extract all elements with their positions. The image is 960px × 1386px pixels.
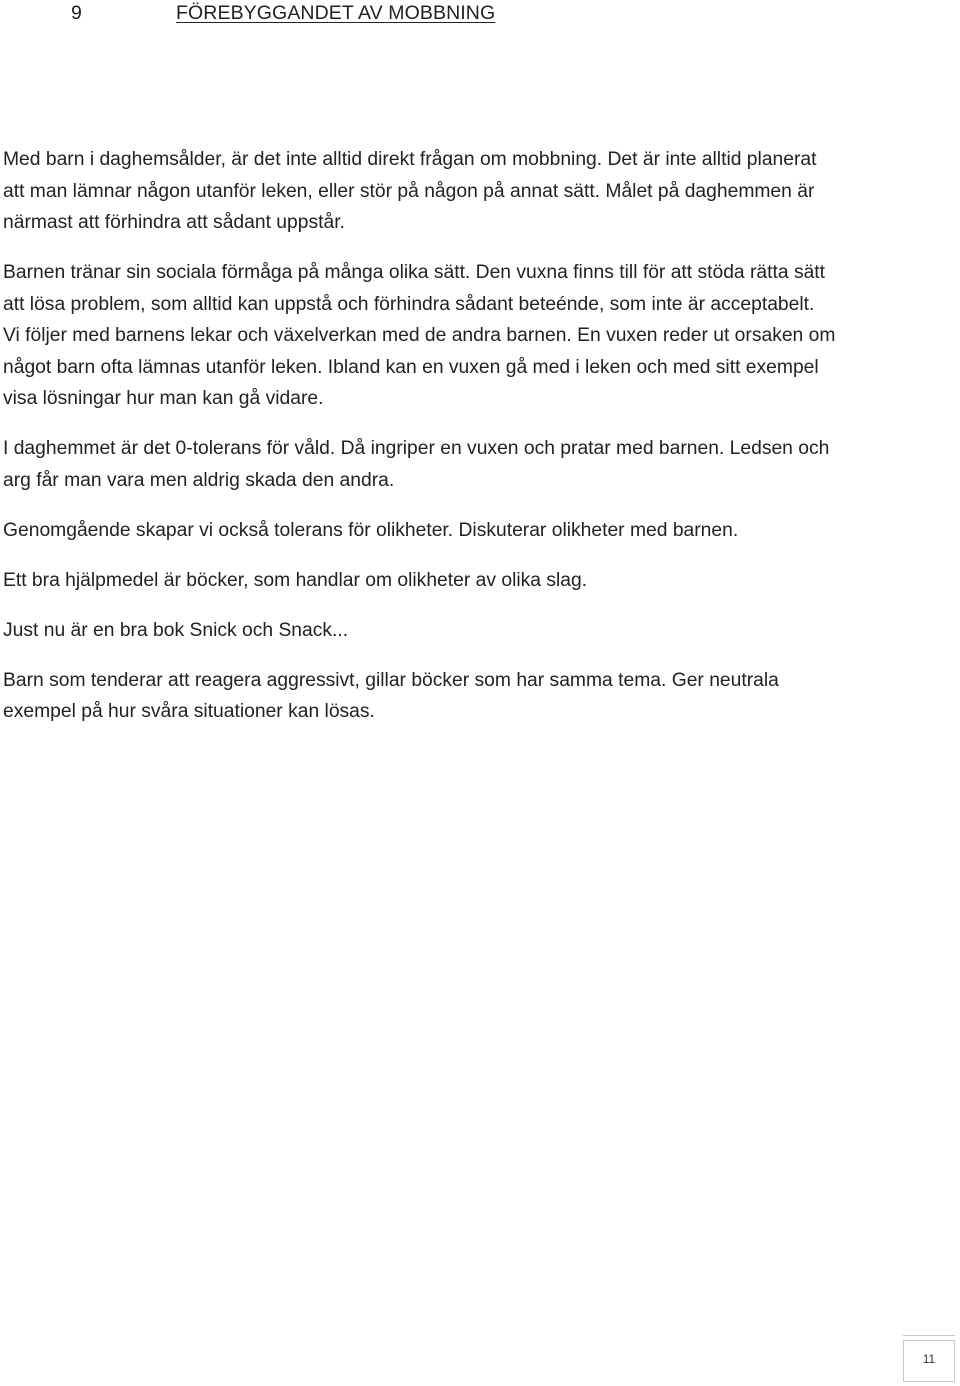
text-line: Ett bra hjälpmedel är böcker, som handlar om olikheter av olika slag. xyxy=(3,569,588,591)
paragraph-social-skills xyxy=(3,257,903,415)
text-line: Med barn i daghemsålder, är det inte alltid direkt frågan om mobbning. Det är inte alltid planerat xyxy=(3,149,817,170)
section-number: 9 xyxy=(71,2,82,24)
document-body xyxy=(3,144,903,746)
text-line: Barn som tenderar att reagera aggressivt, gillar böcker som har samma tema. Ger neutrala xyxy=(3,669,779,691)
paragraph-aggressive-children xyxy=(3,665,903,728)
text-line: exempel på hur svåra situationer kan lösas. xyxy=(3,701,375,722)
text-line: I daghemmet är det 0-tolerans för våld. Då ingriper en vuxen och pratar med barnen. Ledsen och xyxy=(3,438,830,459)
page-number: 11 xyxy=(922,1352,936,1366)
text-line: Genomgående skapar vi också tolerans för olikheter. Diskuterar olikheter med barnen. xyxy=(3,519,739,541)
text-line: arg får man vara men aldrig skada den andra. xyxy=(3,469,395,491)
paragraph-mobbning-intro xyxy=(3,144,903,239)
text-line: att man lämnar någon utanför leken, eller stör på någon på annat sätt. Målet på daghemmen är xyxy=(3,180,815,202)
paragraph-zero-tolerance xyxy=(3,433,903,496)
paragraph-book-recommendation xyxy=(3,615,903,647)
paragraph-tolerance-differences xyxy=(3,515,903,547)
page-number-box xyxy=(903,1340,955,1382)
section-heading xyxy=(0,0,960,26)
text-line: visa lösningar hur man kan gå vidare. xyxy=(3,388,324,409)
paragraph-books-aid xyxy=(3,565,903,597)
text-line: något barn ofta lämnas utanför leken. Ibland kan en vuxen gå med i leken och med sitt exempel xyxy=(3,356,819,378)
section-title: FÖREBYGGANDET AV MOBBNING xyxy=(176,2,496,24)
text-line: närmast att förhindra att sådant uppstår. xyxy=(3,212,345,233)
text-line: Vi följer med barnens lekar och växelverkan med de andra barnen. En vuxen reder ut orsaken om xyxy=(3,325,836,346)
text-line: Just nu är en bra bok Snick och Snack... xyxy=(3,619,349,641)
text-line: att lösa problem, som alltid kan uppstå och förhindra sådant beteénde, som inte är acceptabelt. xyxy=(3,293,815,315)
text-line: Barnen tränar sin sociala förmåga på många olika sätt. Den vuxna finns till för att stöda rätta sätt xyxy=(3,262,826,283)
